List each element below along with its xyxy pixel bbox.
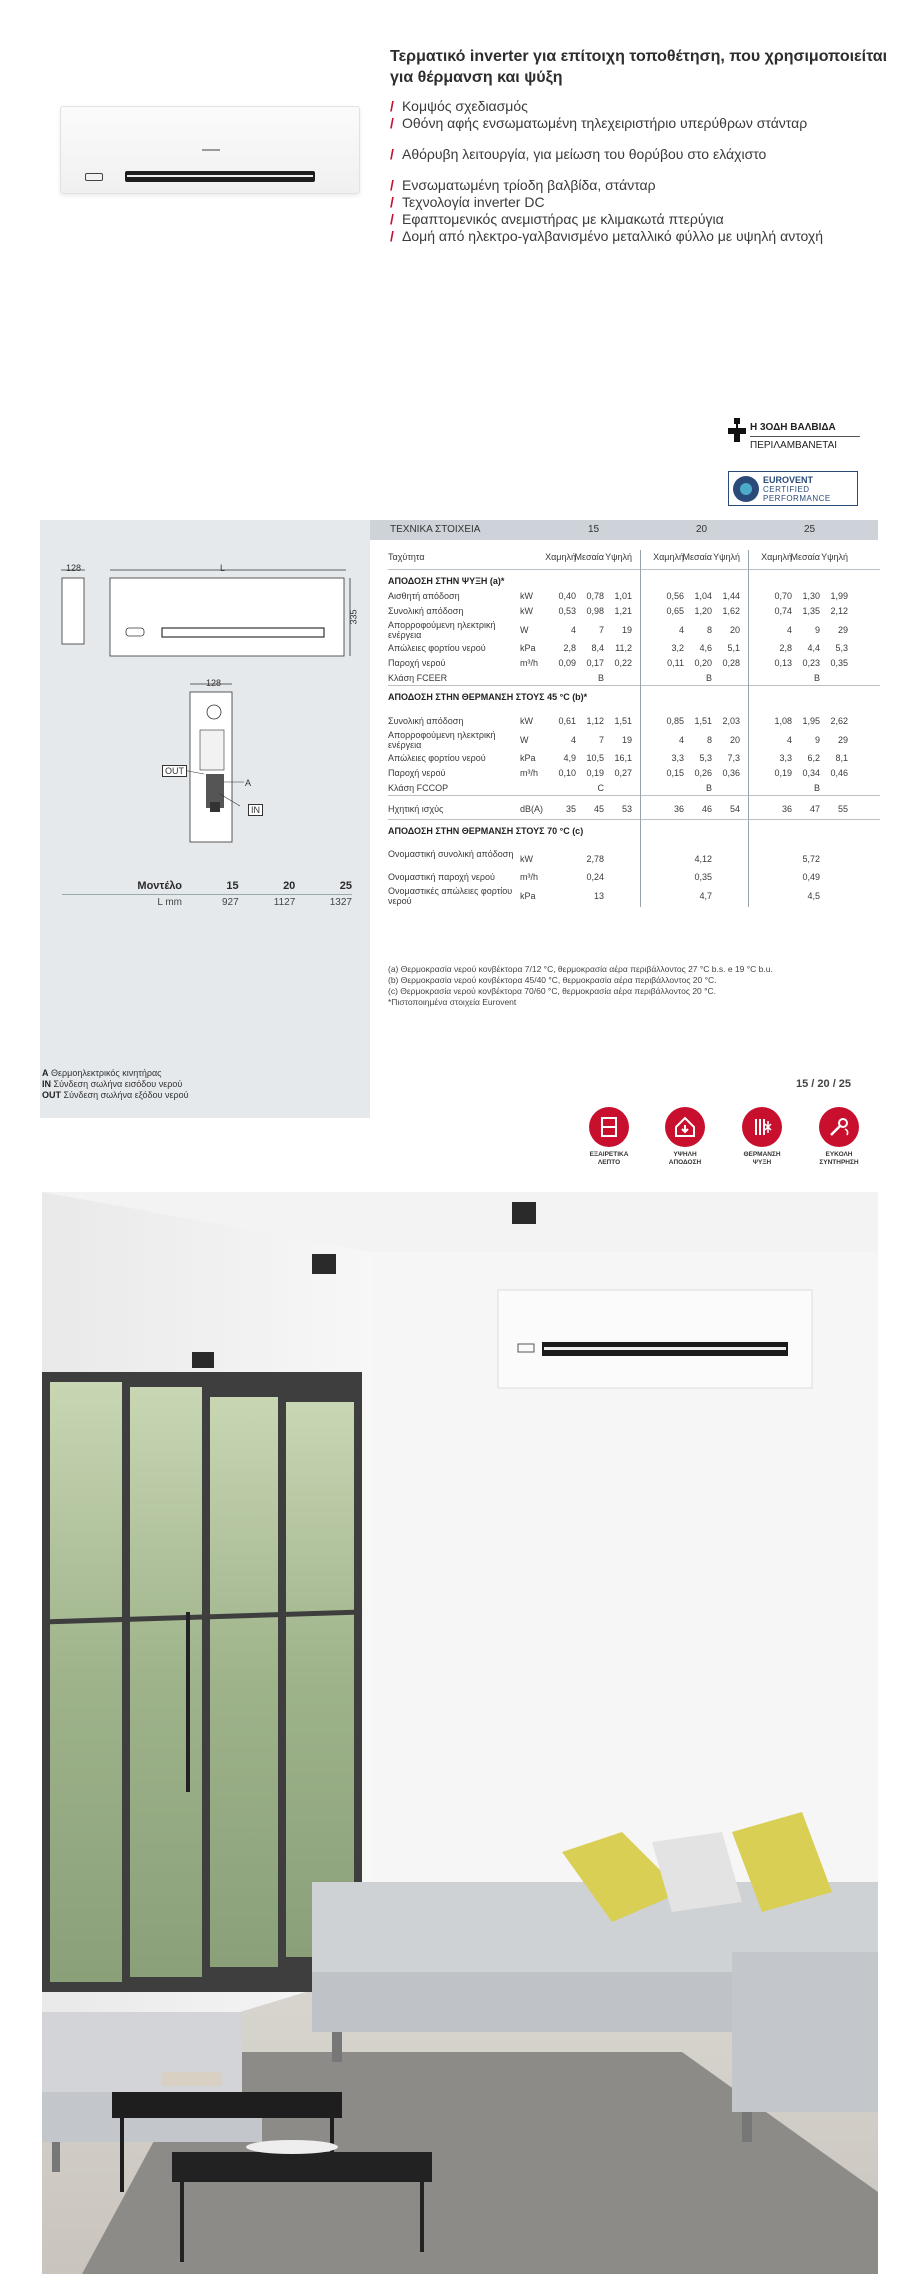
spec-label: Απώλειες φορτίου νερού [388,753,486,763]
spec-value: 1,44 [722,591,740,601]
bullet-slash: / [390,177,394,193]
spec-value: 47 [809,804,820,814]
spec-unit: m³/h [520,872,538,882]
spec-value: 0,22 [614,658,632,668]
feature-list [390,98,860,259]
spec-value: 1,21 [614,606,632,616]
spec-value: 7,3 [727,753,740,763]
spec-value: 5,72 [802,854,820,864]
feature-heating-cooling [737,1107,787,1167]
spec-value: 0,27 [614,768,632,778]
spec-row [388,550,880,570]
model-table-cell: 1127 [273,897,296,908]
spec-value: 0,53 [558,606,576,616]
spec-unit: W [520,625,529,635]
spec-row [388,604,880,619]
spec-row [388,714,880,729]
spec-value: 9 [814,735,820,745]
dim-length: L [220,563,226,573]
column-divider [748,550,749,907]
speed-header: Μεσαία [790,552,820,562]
spec-unit: kW [520,854,533,864]
feature-performance [660,1107,710,1167]
spec-value: 0,70 [774,591,792,601]
feature-icons-row [584,1107,880,1177]
feature-label: ΕΥΚΟΛΗ ΣΥΝΤΗΡΗΣΗ [819,1151,859,1166]
spec-row [388,766,880,781]
legend-key: IN [42,1079,51,1089]
spec-value: 4 [678,625,684,635]
feature-group [390,146,860,163]
spec-label: Απορροφούμενη ηλεκτρική ενέργεια [388,730,496,750]
brand-logo [202,149,220,151]
spec-value: 0,40 [558,591,576,601]
touch-display [85,173,103,181]
spec-unit: kW [520,716,533,726]
spec-value: 20 [729,625,740,635]
spec-value: 4 [570,625,576,635]
spec-row [388,870,880,885]
feature-maintenance [814,1107,864,1167]
spec-header-model: 20 [696,524,708,535]
bullet-slash: / [390,115,394,131]
spec-value: 0,78 [586,591,604,601]
spec-value: 7 [598,625,604,635]
model-table-cell: L mm [157,897,182,908]
model-table-header-cell: 25 [339,880,352,892]
bullet-slash: / [390,228,394,244]
spec-value: 1,20 [694,606,712,616]
spec-value: 0,11 [667,658,684,668]
spec-value: 0,15 [666,768,684,778]
feature-group [390,177,860,245]
spec-value: 4 [786,625,792,635]
room-photo [42,1192,878,2274]
valve-badge-subtitle: ΠΕΡΙΛΑΜΒΑΝΕΤΑΙ [750,440,838,451]
spec-label: Ταχύτητα [388,552,425,562]
spec-value: 0,20 [694,658,712,668]
spec-row [388,729,880,751]
spec-value: 1,95 [802,716,820,726]
spec-value: 6,2 [807,753,820,763]
bullet-slash: / [390,194,394,210]
side-view-drawing [58,566,88,648]
speed-header: Χαμηλή [545,552,576,562]
spec-value: 2,03 [722,716,740,726]
spec-unit: kW [520,606,533,616]
spec-value: 46 [701,804,712,814]
legend-item [42,1079,189,1090]
spec-value: 53 [621,804,632,814]
valve-badge-title: Η 3ΟΔΗ ΒΑΛΒΙΔΑ [750,422,836,433]
spec-value: B [597,673,604,683]
spec-label: Απώλειες φορτίου νερού [388,643,486,653]
spec-value: 4,4 [807,643,820,653]
spec-value: 0,98 [586,606,604,616]
spec-value: 0,65 [666,606,684,616]
spec-label: Αισθητή απόδοση [388,591,460,601]
spec-value: 0,74 [774,606,792,616]
thin-unit-icon [589,1107,629,1147]
spec-row [388,885,880,907]
spec-unit: dB(A) [520,804,544,814]
spec-value: 4,12 [694,854,712,864]
spec-value: 0,23 [802,658,820,668]
spec-label: Ονομαστική παροχή νερού [388,872,495,882]
spec-row [388,619,880,641]
spec-label: Κλάση FCCOP [388,783,449,793]
spec-unit: kPa [520,753,536,763]
model-length-table [62,880,352,908]
spec-unit: kPa [520,643,536,653]
spec-value: 0,56 [666,591,684,601]
spec-value: 35 [565,804,576,814]
spec-value: 0,09 [558,658,576,668]
legend-key: OUT [42,1090,61,1100]
spec-value: 0,61 [558,716,576,726]
spec-value: 55 [837,804,848,814]
technical-specs-table [388,550,880,907]
spec-row [388,848,880,870]
spec-unit: W [520,735,529,745]
model-table-header-cell: 20 [283,880,296,892]
spec-unit: m³/h [520,768,538,778]
spec-value: 1,62 [722,606,740,616]
spec-value: 20 [729,735,740,745]
spec-value: 0,13 [774,658,792,668]
spec-label: Συνολική απόδοση [388,716,464,726]
spec-value: 4,5 [807,891,820,901]
model-table-header [62,880,352,895]
spec-row [388,802,880,820]
spec-label: Παροχή νερού [388,658,446,668]
speed-header: Υψηλή [821,552,848,562]
spec-value: 3,2 [671,643,684,653]
spec-value: 4 [678,735,684,745]
spec-header-bar [370,520,878,540]
spec-value: 3,3 [779,753,792,763]
footnote: (a) Θερμοκρασία νερού κονβέκτορα 7/12 °C, θερμοκρασία αέρα περιβάλλοντος 27 °C b.s. e 19 °C b.u. [388,964,773,974]
feature-item [390,177,860,194]
spec-footnotes [388,964,868,1008]
model-table-cell: 1327 [329,897,352,908]
spec-label: Ονομαστική συνολική απόδοση [388,849,514,859]
eurovent-title: EUROVENT [763,475,814,485]
spec-value: 1,35 [802,606,820,616]
spec-label: Ονομαστικές απώλειες φορτίου νερού [388,886,513,906]
spec-value: 7 [598,735,604,745]
eurovent-logo-icon [733,476,759,502]
model-table-cell: 927 [221,897,239,908]
model-table-header-cell: Μοντέλο [137,880,182,892]
spec-value: 8 [706,625,712,635]
spec-value: 4,6 [699,643,712,653]
label-a: A [245,778,252,788]
spec-label: Απορροφούμενη ηλεκτρική ενέργεια [388,620,496,640]
feature-text: Δομή από ηλεκτρο-γαλβανισμένο μεταλλικό φύλλο με υψηλή αντοχή [402,228,824,244]
spec-value: 16,1 [614,753,632,763]
spec-row [388,824,880,848]
label-out: OUT [162,765,187,777]
spec-row [388,671,880,686]
spec-value: 0,28 [722,658,740,668]
dim-height: 335 [348,609,359,625]
spec-value: 2,8 [779,643,792,653]
easy-maintenance-icon [819,1107,859,1147]
high-performance-icon [665,1107,705,1147]
feature-item [390,98,860,115]
spec-value: 3,3 [671,753,684,763]
spec-value: B [813,783,820,793]
legend-key: A [42,1068,49,1078]
spec-value: 0,85 [666,716,684,726]
spec-value: 1,51 [694,716,712,726]
product-image [60,106,360,194]
spec-value: 4 [786,735,792,745]
feature-text: Κομψός σχεδιασμός [402,98,528,114]
spec-value: 4,9 [563,753,576,763]
spec-label: Παροχή νερού [388,768,446,778]
spec-value: 0,19 [586,768,604,778]
feature-thin [584,1107,634,1167]
feature-text: Εφαπτομενικός ανεμιστήρας με κλιμακωτά πτερύγια [402,211,724,227]
dim-depth: 128 [66,563,82,573]
legend-text: Σύνδεση σωλήνα εξόδου νερού [63,1090,189,1100]
feature-label: ΕΞΑΙΡΕΤΙΚΑ ΛΕΠΤΟ [589,1151,629,1166]
spec-value: 29 [837,735,848,745]
spec-value: 1,01 [614,591,632,601]
spec-row [388,751,880,766]
spec-value: 36 [781,804,792,814]
spec-row [388,690,880,714]
footnote: (c) Θερμοκρασία νερού κονβέκτορα 70/60 °C, θερμοκρασία αέρα περιβάλλοντος 20 °C. [388,986,717,996]
spec-row [388,781,880,796]
spec-value: 0,17 [586,658,604,668]
bullet-slash: / [390,98,394,114]
spec-value: 0,10 [558,768,576,778]
model-sizes-label: 15 / 20 / 25 [796,1078,852,1090]
legend-item [42,1090,189,1101]
feature-item [390,146,860,163]
legend-item [42,1068,189,1079]
heating-cooling-icon [742,1107,782,1147]
speed-header: Υψηλή [713,552,740,562]
speed-header: Μεσαία [682,552,712,562]
spec-value: 36 [673,804,684,814]
feature-item [390,211,860,228]
product-title: Τερματικό inverter για επίτοιχη τοποθέτηση, που χρησιμοποιείται για θέρμανση και ψύξη [390,48,888,86]
spec-value: 1,04 [694,591,712,601]
spec-value: 10,5 [586,753,604,763]
drawing-legend [42,1068,189,1101]
spec-value: 2,78 [586,854,604,864]
feature-label: ΥΨΗΛΗ ΑΠΟΔΟΣΗ [668,1151,702,1166]
spec-row [388,656,880,671]
spec-unit: m³/h [520,658,538,668]
legend-text: Θερμοηλεκτρικός κινητήρας [51,1068,162,1078]
feature-text: Ενσωματωμένη τρίοδη βαλβίδα, στάνταρ [402,177,656,193]
wall-unit [498,1290,812,1388]
spec-value: B [705,673,712,683]
feature-text: Αθόρυβη λειτουργία, για μείωση του θορύβου στο ελάχιστο [402,146,767,162]
feature-item [390,228,860,245]
spec-value: 19 [621,735,632,745]
spec-label: Ηχητική ισχύς [388,804,444,814]
valve-icon [726,418,748,442]
spec-value: 0,26 [694,768,712,778]
spec-value: 11,2 [615,643,632,653]
spec-header-model: 15 [588,524,600,535]
speed-header: Χαμηλή [761,552,792,562]
spec-value: 5,1 [727,643,740,653]
spec-value: 1,12 [586,716,604,726]
spec-value: 0,49 [802,872,820,882]
bullet-slash: / [390,211,394,227]
eurovent-certified-badge [728,471,858,506]
spec-value: 9 [814,625,820,635]
feature-item [390,194,860,211]
spec-value: 1,51 [614,716,632,726]
spec-label: ΑΠΟΔΟΣΗ ΣΤΗΝ ΘΕΡΜΑΝΣΗ ΣΤΟΥΣ 70 °C (c) [388,826,584,836]
spec-header-title: ΤΕΧΝΙΚΑ ΣΤΟΙΧΕΙΑ [390,524,481,535]
spec-value: B [705,783,712,793]
spec-value: 8,1 [835,753,848,763]
footnote: (b) Θερμοκρασία νερού κονβέκτορα 45/40 °C, θερμοκρασία αέρα περιβάλλοντος 20 °C. [388,975,717,985]
spec-label: ΑΠΟΔΟΣΗ ΣΤΗΝ ΘΕΡΜΑΝΣΗ ΣΤΟΥΣ 45 °C (b)* [388,692,588,702]
spec-value: 0,19 [774,768,792,778]
feature-text: Τεχνολογία inverter DC [402,194,545,210]
feature-text: Οθόνη αφής ενσωματωμένη τηλεχειριστήριο υπερύθρων στάνταρ [402,115,808,131]
spec-value: 8 [706,735,712,745]
spec-value: 2,8 [563,643,576,653]
spec-value: 1,08 [774,716,792,726]
model-table-header-cell: 15 [226,880,239,892]
spec-value: 4 [570,735,576,745]
column-divider [640,550,641,907]
spec-value: 0,35 [694,872,712,882]
legend-text: Σύνδεση σωλήνα εισόδου νερού [53,1079,183,1089]
spec-value: 0,24 [586,872,604,882]
eurovent-performance: PERFORMANCE [763,494,831,503]
spec-row [388,641,880,656]
spec-value: 2,12 [830,606,848,616]
spec-value: B [813,673,820,683]
spec-value: C [597,783,604,793]
spec-value: 29 [837,625,848,635]
eurovent-certified: CERTIFIED [763,485,810,494]
spec-value: 8,4 [591,643,604,653]
spec-value: 1,99 [830,591,848,601]
valve-included-badge [726,418,860,458]
spec-row [388,589,880,604]
model-table-row [62,895,352,908]
spec-value: 2,62 [830,716,848,726]
spec-header-model: 25 [804,524,816,535]
spec-value: 4,7 [699,891,712,901]
spec-value: 0,36 [722,768,740,778]
feature-item [390,115,860,132]
valve-badge-divider [750,436,860,437]
speed-header: Χαμηλή [653,552,684,562]
spec-value: 5,3 [835,643,848,653]
label-in: IN [248,804,263,816]
footnote: *Πιστοποιημένα στοιχεία Eurovent [388,997,517,1007]
spec-label: Κλάση FCEER [388,673,448,683]
air-vent [125,171,315,182]
speed-header: Υψηλή [605,552,632,562]
spec-value: 0,46 [830,768,848,778]
bullet-slash: / [390,146,394,162]
spec-value: 0,35 [830,658,848,668]
spec-value: 13 [593,891,604,901]
spec-value: 19 [621,625,632,635]
spec-label: ΑΠΟΔΟΣΗ ΣΤΗΝ ΨΥΞΗ (a)* [388,576,505,586]
room-scene-illustration [42,1192,878,2274]
dim-back-width: 128 [206,678,222,688]
spec-unit: kW [520,591,533,601]
front-view-drawing [106,566,356,658]
spec-label: Συνολική απόδοση [388,606,464,616]
spec-value: 45 [593,804,604,814]
spec-value: 0,34 [802,768,820,778]
spec-value: 5,3 [699,753,712,763]
feature-label: ΘΕΡΜΑΝΣΗ ΨΥΞΗ [743,1151,781,1166]
spec-value: 1,30 [802,591,820,601]
speed-header: Μεσαία [574,552,604,562]
spec-unit: kPa [520,891,536,901]
feature-group [390,98,860,132]
spec-value: 54 [729,804,740,814]
spec-row [388,574,880,589]
